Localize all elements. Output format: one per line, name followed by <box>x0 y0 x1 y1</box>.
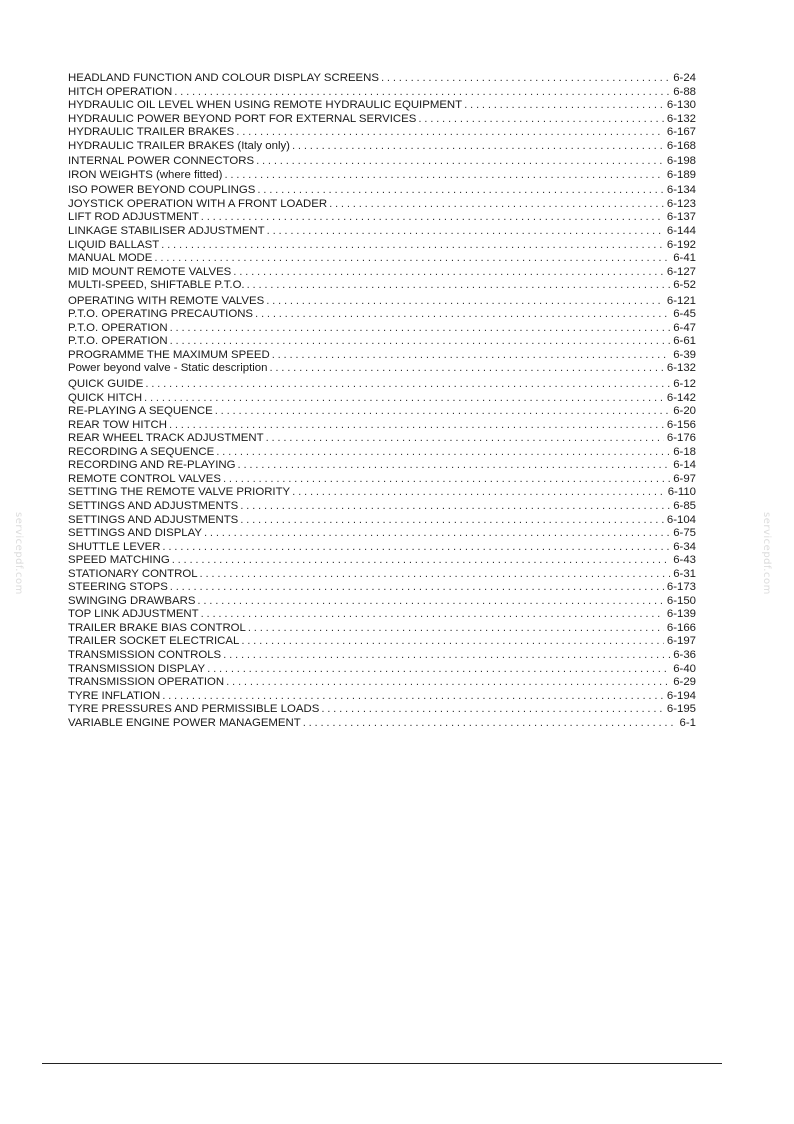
entry-page-number: 6-130 <box>666 99 696 112</box>
entry-leader <box>200 568 671 582</box>
index-entry[interactable] <box>68 568 696 582</box>
entry-leader <box>303 717 677 731</box>
entry-page-number: 6-195 <box>666 703 696 716</box>
entry-leader <box>154 252 670 266</box>
entry-title: HYDRAULIC TRAILER BRAKES <box>68 126 235 139</box>
entry-leader <box>272 349 671 363</box>
entry-leader <box>145 378 670 392</box>
entry-leader <box>170 335 671 349</box>
entry-title: SETTINGS AND ADJUSTMENTS <box>68 513 239 526</box>
entry-title: REAR WHEEL TRACK ADJUSTMENT <box>68 432 264 445</box>
entry-leader <box>161 239 664 253</box>
entry-leader <box>226 676 670 690</box>
entry-page-number: 6-127 <box>666 265 696 278</box>
index-entry[interactable] <box>68 308 696 322</box>
entry-title: P.T.O. OPERATING PRECAUTIONS <box>68 308 254 321</box>
entry-leader <box>174 86 670 100</box>
entry-page-number: 6-167 <box>666 126 696 139</box>
entry-leader <box>162 690 664 704</box>
entry-page-number: 6-121 <box>666 294 696 307</box>
index-entry[interactable] <box>68 595 696 609</box>
entry-leader <box>321 703 664 717</box>
index-entry[interactable] <box>68 155 696 169</box>
entry-leader <box>197 595 663 609</box>
entry-title: HYDRAULIC TRAILER BRAKES (Italy only) <box>68 139 290 152</box>
index-entry[interactable] <box>68 419 696 433</box>
entry-title: TRANSMISSION CONTROLS <box>68 648 222 661</box>
entry-title: INTERNAL POWER CONNECTORS <box>68 155 255 168</box>
entry-leader <box>201 608 664 622</box>
entry-leader <box>266 295 664 309</box>
entry-leader <box>172 554 671 568</box>
index-entry[interactable] <box>68 378 696 392</box>
entry-page-number: 6-137 <box>666 211 696 224</box>
entry-title: SETTINGS AND DISPLAY <box>68 527 202 540</box>
index-entry[interactable] <box>68 392 696 406</box>
index-entry[interactable] <box>68 622 696 636</box>
entry-page-number: 6-36 <box>673 648 696 661</box>
entry-title: P.T.O. OPERATION <box>68 321 168 334</box>
entry-title: REAR TOW HITCH <box>68 418 167 431</box>
entry-page-number: 6-168 <box>666 139 696 152</box>
entry-title: JOYSTICK OPERATION WITH A FRONT LOADER <box>68 197 328 210</box>
entry-leader <box>224 169 663 183</box>
entry-leader <box>170 322 671 336</box>
entry-page-number: 6-45 <box>673 308 696 321</box>
entry-title: VARIABLE ENGINE POWER MANAGEMENT <box>68 716 301 729</box>
entry-title: HYDRAULIC OIL LEVEL WHEN USING REMOTE HYDRAULIC EQUIPMENT <box>68 99 463 112</box>
entry-title: IRON WEIGHTS (where fitted) <box>68 168 223 181</box>
entry-page-number: 6-20 <box>673 405 696 418</box>
entry-leader <box>329 198 664 212</box>
entry-page-number: 6-14 <box>673 459 696 472</box>
entry-leader <box>255 308 670 322</box>
index-entry[interactable] <box>68 184 696 198</box>
entry-leader <box>292 486 665 500</box>
entry-page-number: 6-132 <box>666 362 696 375</box>
entry-title: SETTING THE REMOTE VALVE PRIORITY <box>68 486 291 499</box>
entry-leader <box>162 541 670 555</box>
entry-title: ISO POWER BEYOND COUPLINGS <box>68 184 256 197</box>
entry-leader <box>223 649 670 663</box>
index-entry[interactable] <box>68 554 696 568</box>
entry-title: STATIONARY CONTROL <box>68 567 198 580</box>
entry-title: OPERATING WITH REMOTE VALVES <box>68 294 265 307</box>
entry-page-number: 6-194 <box>666 689 696 702</box>
entry-page-number: 6-24 <box>673 72 696 84</box>
entry-leader <box>464 99 664 113</box>
entry-leader <box>266 432 664 446</box>
index-entry[interactable] <box>68 225 696 239</box>
entry-title: P.T.O. OPERATION <box>68 335 168 348</box>
entry-leader <box>267 225 664 239</box>
index-entry[interactable] <box>68 239 696 253</box>
index-entry[interactable] <box>68 459 696 473</box>
entry-title: TRANSMISSION DISPLAY <box>68 662 206 675</box>
entry-title: LINKAGE STABILISER ADJUSTMENT <box>68 225 265 238</box>
index-entry[interactable] <box>68 432 696 446</box>
entry-page-number: 6-75 <box>673 527 696 540</box>
index-entry[interactable] <box>68 500 696 514</box>
index-entry[interactable] <box>68 279 696 293</box>
index-entry[interactable] <box>68 169 696 183</box>
entry-title: TYRE INFLATION <box>68 689 161 702</box>
index-entry[interactable] <box>68 198 696 212</box>
entry-title: HITCH OPERATION <box>68 85 173 98</box>
entry-title: TRAILER SOCKET ELECTRICAL <box>68 635 240 648</box>
entry-title: HEADLAND FUNCTION AND COLOUR DISPLAY SCREENS <box>68 72 379 84</box>
entry-title: TYRE PRESSURES AND PERMISSIBLE LOADS <box>68 703 320 716</box>
index-entry[interactable] <box>68 690 696 704</box>
index-entry[interactable] <box>68 608 696 622</box>
entry-title: PROGRAMME THE MAXIMUM SPEED <box>68 348 270 361</box>
index-entry[interactable] <box>68 581 696 595</box>
entry-title: HYDRAULIC POWER BEYOND PORT FOR EXTERNAL SERVICES <box>68 112 417 125</box>
entry-title: MANUAL MODE <box>68 252 153 265</box>
entry-title: TRANSMISSION OPERATION <box>68 676 225 689</box>
entry-title: STEERING STOPS <box>68 581 168 594</box>
entry-page-number: 6-144 <box>666 225 696 238</box>
watermark-right: servicepdf.com <box>761 512 772 595</box>
entry-page-number: 6-43 <box>673 554 696 567</box>
entry-page-number: 6-29 <box>673 676 696 689</box>
entry-page-number: 6-1 <box>679 716 696 729</box>
entry-leader <box>201 211 664 225</box>
entry-title: QUICK HITCH <box>68 391 143 404</box>
entry-title: MID MOUNT REMOTE VALVES <box>68 265 232 278</box>
entry-page-number: 6-18 <box>673 445 696 458</box>
entry-leader <box>269 362 663 376</box>
entry-page-number: 6-40 <box>673 662 696 675</box>
entry-page-number: 6-192 <box>666 238 696 251</box>
entry-page-number: 6-88 <box>673 85 696 98</box>
index-entry[interactable] <box>68 266 696 280</box>
entry-page-number: 6-34 <box>673 540 696 553</box>
entry-title: MULTI-SPEED, SHIFTABLE P.T.O. <box>68 279 245 292</box>
entry-page-number: 6-31 <box>673 567 696 580</box>
entry-leader <box>236 126 664 140</box>
entry-page-number: 6-97 <box>673 472 696 485</box>
entry-page-number: 6-142 <box>666 391 696 404</box>
entry-page-number: 6-156 <box>666 418 696 431</box>
entry-title: LIQUID BALLAST <box>68 238 160 251</box>
entry-title: RECORDING AND RE-PLAYING <box>68 459 236 472</box>
entry-page-number: 6-139 <box>666 608 696 621</box>
entry-title: SPEED MATCHING <box>68 554 170 567</box>
index-entry[interactable] <box>68 99 696 113</box>
index-entry[interactable] <box>68 349 696 363</box>
entry-page-number: 6-132 <box>666 112 696 125</box>
entry-page-number: 6-123 <box>666 197 696 210</box>
entry-page-number: 6-41 <box>673 252 696 265</box>
index-entry[interactable] <box>68 126 696 140</box>
index-entry[interactable] <box>68 635 696 649</box>
index-entry[interactable] <box>68 717 696 731</box>
entry-title: REMOTE CONTROL VALVES <box>68 472 221 485</box>
index-entry[interactable] <box>68 703 696 717</box>
index-entry[interactable] <box>68 335 696 349</box>
index-entry[interactable] <box>68 649 696 663</box>
entry-page-number: 6-197 <box>666 635 696 648</box>
entry-leader <box>169 419 664 433</box>
index-entry[interactable] <box>68 86 696 100</box>
entry-leader <box>233 266 664 280</box>
entry-page-number: 6-134 <box>666 184 696 197</box>
entry-leader <box>248 622 664 636</box>
entry-page-number: 6-104 <box>666 513 696 526</box>
entry-title: TRAILER BRAKE BIAS CONTROL <box>68 621 246 634</box>
entry-page-number: 6-189 <box>666 168 696 181</box>
entry-title: SWINGING DRAWBARS <box>68 594 196 607</box>
index-entry[interactable] <box>68 473 696 487</box>
entry-title: SETTINGS AND ADJUSTMENTS <box>68 499 239 512</box>
index-entry[interactable] <box>68 527 696 541</box>
index-entry[interactable] <box>68 140 696 154</box>
entry-page-number: 6-61 <box>673 335 696 348</box>
entry-title: RECORDING A SEQUENCE <box>68 445 215 458</box>
index-entry[interactable] <box>68 676 696 690</box>
entry-leader <box>292 140 664 154</box>
entry-page-number: 6-12 <box>673 378 696 391</box>
entry-leader <box>418 113 664 127</box>
index-entry[interactable] <box>68 446 696 460</box>
entry-page-number: 6-176 <box>666 432 696 445</box>
entry-title: SHUTTLE LEVER <box>68 540 161 553</box>
watermark-left: servicepdf.com <box>13 512 24 595</box>
entry-leader <box>257 184 664 198</box>
entry-page-number: 6-85 <box>673 499 696 512</box>
entry-leader <box>238 459 671 473</box>
entry-leader <box>241 635 664 649</box>
entry-page-number: 6-39 <box>673 348 696 361</box>
entry-page-number: 6-198 <box>666 155 696 168</box>
index-entry[interactable] <box>68 113 696 127</box>
index-entry[interactable] <box>68 486 696 500</box>
index-entry[interactable] <box>68 295 696 309</box>
entry-leader <box>223 473 670 487</box>
index-entry[interactable] <box>68 541 696 555</box>
entry-leader <box>215 405 670 419</box>
entry-page-number: 6-173 <box>666 581 696 594</box>
entry-leader <box>216 446 670 460</box>
entry-page-number: 6-110 <box>667 486 696 499</box>
entry-leader <box>247 279 671 293</box>
entry-page-number: 6-47 <box>673 321 696 334</box>
entry-leader <box>204 527 670 541</box>
entry-title: RE-PLAYING A SEQUENCE <box>68 405 213 418</box>
entry-page-number: 6-150 <box>666 594 696 607</box>
index-entry[interactable] <box>68 514 696 528</box>
entry-title: LIFT ROD ADJUSTMENT <box>68 211 199 224</box>
entry-leader <box>144 392 664 406</box>
entry-leader <box>240 500 670 514</box>
entry-leader <box>170 581 664 595</box>
footer-rule <box>42 1063 722 1064</box>
entry-leader <box>207 663 670 677</box>
index-entry[interactable] <box>68 252 696 266</box>
index-entry[interactable] <box>68 211 696 225</box>
index-entry[interactable] <box>68 663 696 677</box>
index-entry[interactable] <box>68 362 696 376</box>
index-entry[interactable] <box>68 72 696 86</box>
entry-page-number: 6-166 <box>666 621 696 634</box>
index-entry[interactable] <box>68 405 696 419</box>
entry-title: Power beyond valve - Static description <box>68 362 268 375</box>
entry-leader <box>256 155 664 169</box>
entry-leader <box>381 72 670 86</box>
index-entry[interactable] <box>68 322 696 336</box>
index-list <box>68 72 696 730</box>
entry-title: TOP LINK ADJUSTMENT <box>68 608 199 621</box>
entry-page-number: 6-52 <box>673 279 696 292</box>
entry-title: QUICK GUIDE <box>68 378 144 391</box>
entry-leader <box>240 514 664 528</box>
